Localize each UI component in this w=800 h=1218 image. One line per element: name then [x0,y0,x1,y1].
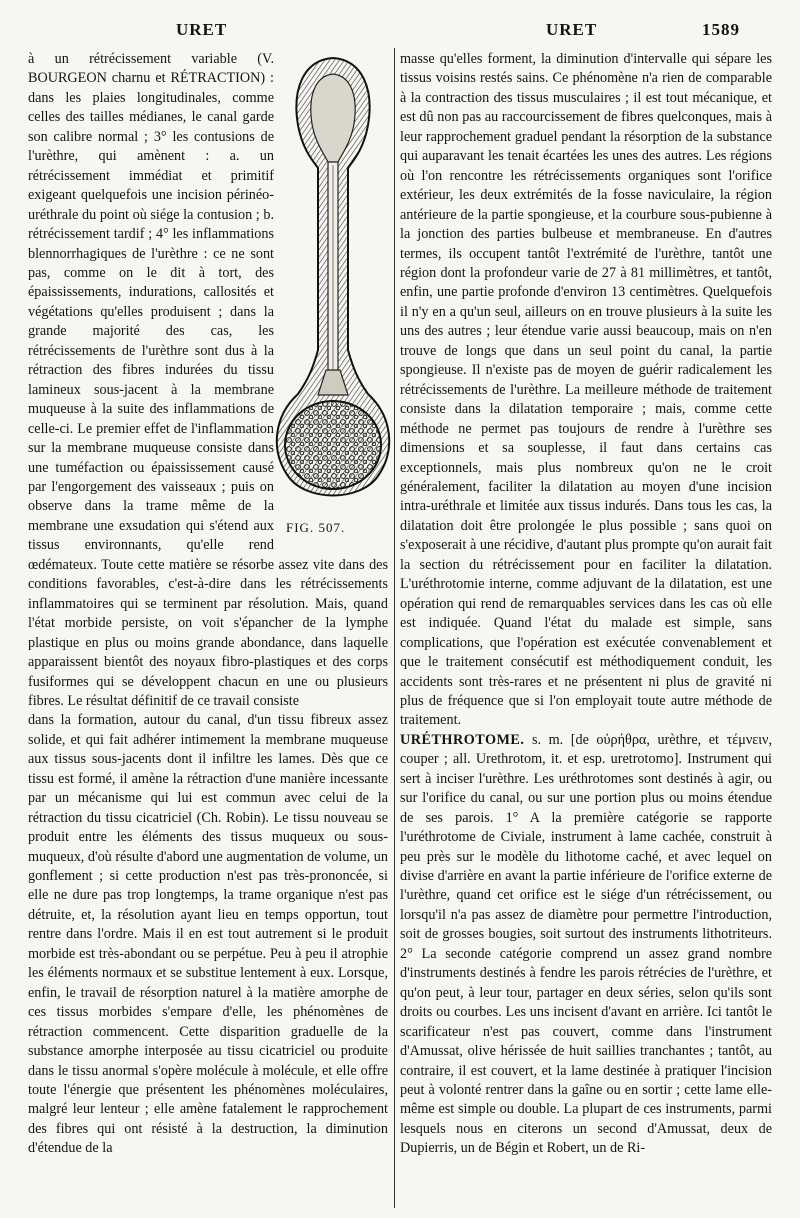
figure-caption: FIG. 507. [286,520,346,535]
left-column [28,50,388,1159]
entry-body: s. m. [de οὐρήθρα, urèthre, et τέμνειν, couper ; all. Urethrotom, it. et esp. uretrotomo]. Instrument qui sert à inciser l'urèthre. Les uréthrotomes sont destinés à agir, ou sur l'orifice du canal, ou sur une portion plus ou moins étendue de ses parois. 1° A la première catégorie se rapporte l'uréthrotome de Civiale, instrument à lame cachée, construit à peu près sur le modèle du lithotome caché, et avec lequel on divise d'arrière en avant la partie inférieure de l'orifice externe de l'urèthre, quand cet orifice est le siége d'un rétrécissement, ou lorsqu'il n'a pas assez de diamètre pour permettre l'introduction, soit de grosses bougies, soit surtout des instruments lithotriteurs. 2° La seconde catégorie comprend un assez grand nombre d'instruments destinés à fendre les parois rétrécies de l'urèthre, et qu'on peut, à leur tour, partager en deux séries, selon qu'ils sont droits ou courbes. Les uns incisent d'avant en arrière. Ici tantôt le scarificateur n'est pas couvert, comme dans l'instrument d'Amussat, olive hérissée de huit saillies tranchantes ; tantôt, au contraire, il est couvert, et la lame destinée à pratiquer l'incision peut à volonté rentrer dans la gaîne ou en sortir ; cette lame elle-même est simple ou double. La plupart de ces instruments, parmi lesquels nous en citerons un second d'Amussat, deux de Dupierris, un de Bégin et Robert, un de Ri- [400,731,772,1157]
left-text-after-figure: dans la formation, autour du canal, d'un tissu fibreux assez solide, et qui fait adhérer intimement la membrane muqueuse aux tissus sous-jacents dont il infiltre les lames. Dès que ce tissu est formé, il amène la rétraction d'une manière incessante par un mécanisme qui lui est commun avec celui de la rétraction du tissu cicatriciel (Ch. Robin). Le tissu nouveau se produit entre les éléments des tissus muqueux ou sous-muqueux, d'où résulte d'abord une augmentation de volume, un gonflement ; si cette production n'est pas très-prononcée, si elle ne dure pas trop longtemps, la trame organique n'est pas détruite, et, la résolution ayant lieu en temps opportun, tout rentre dans l'ordre. Mais il en est tout autrement si le produit morbide est très-abondant ou se perpétue. Peu à peu il atrophie les éléments normaux et se substitue lentement à eux. Lorsque, enfin, le travail de résorption naturel à la matière amorphe de ces tissus morbides s'empare d'elle, les phénomènes de rétraction commencent. Cette disparition graduelle de la substance amorphe interposée au tissu cicatriciel ou produite dans le tissu anormal s'opère molécule à molécule, et elle offre toute l'énergie que présentent les phénomènes moléculaires, malgré leur lenteur ; elle amène fatalement le rapprochement des fibres qui ont résisté à la destruction, la diminution d'étendue de la [28,712,388,1157]
urethra-section-illustration [268,50,398,510]
running-head-left: URET [176,20,228,39]
running-head-right: URET [546,20,598,39]
right-paragraph-2 [400,731,772,1159]
right-paragraph-1: masse qu'elles forment, la diminution d'intervalle qui sépare les tissus voisins restés sains. Ce phénomène n'a rien de comparable à la contraction des tissus musculaires ; il est tout mécanique, et est dû non pas au raccourcissement de fibres quelconques, mais à leur rapprochement graduel pendant la résorption de la substance qui auparavant les tenait écartées les unes des autres. Les régions où l'on rencontre les rétrécissements organiques sont l'orifice extérieur, les deux extrémités de la fosse naviculaire, la région antérieure de la partie spongieuse, et la courbure sous-pubienne à la jonction des parties bulbeuse et membraneuse. En d'autres termes, ils occupent tantôt l'extrémité de l'urèthre, tantôt une région dont la profondeur varie de 27 à 81 millimètres, et tantôt, enfin, une partie profonde d'environ 13 centimètres. Quelquefois il n'y en a qu'un seul, ailleurs on en trouve plusieurs à la suite les uns des autres ; leur étendue varie aussi beaucoup, mais on n'en trouve de longs que dans un seul point du canal, la partie spongieuse. Il n'existe pas de moyen de guérir radicalement les rétrécissements de l'urèthre. La meilleure méthode de traitement consiste dans la dilatation temporaire ; mais, comme cette méthode ne permet pas toujours de rendre à l'urèthre ses dimensions et sa souplesse, il faut dans certains cas exceptionnels, mais plus nombreux qu'on ne le croit généralement, faciliter la dilatation au moyen d'une incision intra-uréthrale et limitée aux tissus indurés. Dans tous les cas, la dilatation doit être prolongée le plus possible ; sans quoi on s'exposerait à une récidive, d'autant plus prompte qu'on aurait fait la section du rétrécissement pour en faciliter la dilatation. L'uréthrotomie interne, comme adjuvant de la dilatation, est une opération qui rend de remarquables services dans les cas où elle est indiquée. Quand l'état du malade est simple, sans complications, que l'opération est exécutée convenablement et que le traitement consécutif est méthodiquement conduit, les accidents sont très-rares et ne présentent ni plus de gravité ni plus de fréquence que si l'on employait toute autre méthode de traitement. [400,51,772,729]
page-number: 1589 [702,20,740,39]
entry-headword: URÉTHROTOME. [400,731,525,748]
right-column [400,50,772,1159]
figure-507 [280,50,388,548]
left-text-before-figure-end: à un rétrécissement variable (V. BOURGEON charnu et RÉTRACTION) : dans les plaies longitudinales, comme celles des tailles médianes, le canal garde son calibre normal ; 3° les contusions de l'urèthre, qui amènent : a. un rétrécissement immédiat et primitif exigeant quelquefois une incision périnéo-uréthrale du point où siége la contusion ; b. rétrécissement tardif ; 4° les inflammations blennorrhagiques de l'urèthre : ce ne sont pas, comme on le dit à tort, des épaississements, indurations, callosités et végétations qu'elles produisent ; dans la grande majorité des cas, les rétrécissements de l'urèthre sont dus à la rétraction des fibres indurées du tissu lamineux sous-jacent à la membrane muqueuse à la suite des inflammations de celle-ci. Le premier effet de l'inflammation sur la membrane muqueuse consiste dans une tuméfaction ou épaississement causé par l'engorgement des vaisseaux ; puis on observe dans la trame même de la membrane une exsudation qui s'étend aux tissus environnants, qu'elle rend œdémateux. Toute cette matière se résorbe assez vite dans des conditions favorables, c'est-à-dire dans les rétrécissements inflammatoires qui se terminent par résolution. Mais, quand l'état morbide persiste, on voit s'épancher de la lymphe plastique en plus ou moins grande abondance, dans laquelle apparaissent bientôt des noyaux fibro-plastiques et des corps fusiformes qui se développent chacun en une ou plusieurs fibres. Le résultat définitif de ce travail consiste [28,51,388,709]
